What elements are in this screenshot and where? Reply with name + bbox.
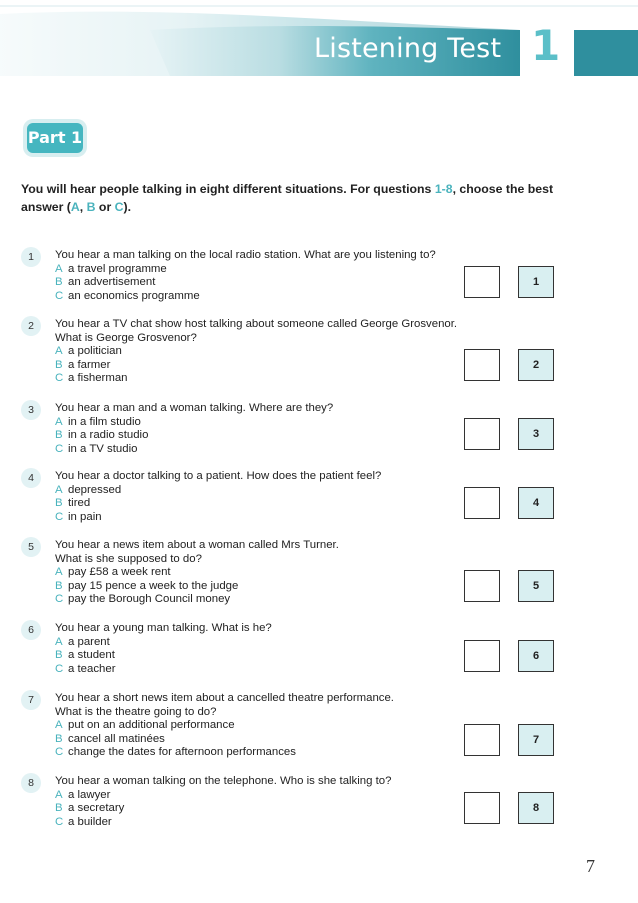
option-text: a travel programme [68, 262, 167, 275]
option-text: change the dates for afternoon performances [68, 746, 296, 758]
instructions-text: You will hear people talking in eight different situations. For questions [21, 182, 435, 196]
option-letter: C [55, 593, 64, 605]
option-text: pay 15 pence a week to the judge [68, 579, 239, 592]
option-letter: C [55, 442, 64, 455]
question-number: 6 [21, 620, 41, 640]
question-text: What is she supposed to do? [55, 552, 202, 565]
option-letter: C [55, 372, 64, 384]
question-text: You hear a woman talking on the telephone. Who is she talking to? [55, 775, 392, 787]
option-letter: B [55, 276, 63, 288]
option-text: a teacher [68, 662, 116, 675]
instructions-text: ). [123, 200, 132, 214]
answer-box-4 [464, 487, 554, 519]
answer-number: 5 [518, 570, 554, 602]
question-text: You hear a doctor talking to a patient. How does the patient feel? [55, 470, 382, 482]
option-letter: C [55, 510, 64, 523]
question-text: What is George Grosvenor? [55, 331, 197, 344]
part-badge: Part 1 [27, 123, 83, 153]
question-text: You hear a news item about a woman called Mrs Turner. [55, 539, 339, 551]
option-letter: A [55, 788, 63, 801]
answer-field[interactable] [464, 570, 500, 602]
option-text: an advertisement [68, 276, 156, 288]
answer-box-6 [464, 640, 554, 672]
option-text: pay the Borough Council money [68, 593, 231, 605]
answer-field[interactable] [464, 724, 500, 756]
instructions-text: , choose the best answer ( [21, 182, 554, 214]
answer-field[interactable] [464, 266, 500, 298]
answer-field[interactable] [464, 792, 500, 824]
option-letter: B [55, 497, 63, 509]
answer-field[interactable] [464, 418, 500, 450]
question-number: 4 [21, 468, 41, 488]
answer-field[interactable] [464, 487, 500, 519]
option-text: a farmer [68, 358, 111, 371]
option-b-label: B [86, 200, 96, 214]
answer-number: 4 [518, 487, 554, 519]
option-letter: A [55, 635, 63, 648]
answer-box-3 [464, 418, 554, 450]
question-number: 7 [21, 690, 41, 710]
option-letter: B [55, 429, 63, 441]
option-text: pay £58 a week rent [68, 566, 171, 578]
instructions-separator: or [95, 200, 115, 214]
option-text: in a radio studio [68, 429, 149, 441]
option-text: a politician [68, 345, 122, 357]
option-letter: B [55, 732, 63, 745]
answer-number: 7 [518, 724, 554, 756]
option-letter: C [55, 662, 64, 675]
option-text: a lawyer [68, 788, 111, 801]
option-text: a builder [68, 815, 112, 828]
option-text: put on an additional performance [68, 719, 235, 731]
question-number: 5 [21, 537, 41, 557]
question-text: What is the theatre going to do? [55, 705, 217, 718]
option-letter: B [55, 358, 63, 371]
header-banner [0, 0, 638, 80]
answer-box-5 [464, 570, 554, 602]
option-letter: B [55, 802, 63, 814]
answer-number: 2 [518, 349, 554, 381]
option-letter: A [55, 262, 63, 275]
question-range: 1-8 [434, 182, 453, 196]
answer-number: 1 [518, 266, 554, 298]
test-number: 1 [531, 21, 561, 70]
question-number: 8 [21, 773, 41, 793]
option-letter: C [55, 289, 64, 302]
option-text: tired [68, 497, 91, 509]
question-number: 3 [21, 400, 41, 420]
answer-box-1 [464, 266, 554, 298]
question-text: You hear a TV chat show host talking about someone called George Grosvenor. [55, 318, 458, 330]
option-text: in pain [68, 510, 102, 523]
option-text: an economics programme [68, 289, 200, 302]
option-letter: B [55, 579, 63, 592]
option-a-label: A [70, 200, 80, 214]
question-number: 2 [21, 316, 41, 336]
option-text: in a TV studio [68, 442, 138, 455]
page-number: 7 [586, 856, 595, 876]
answer-field[interactable] [464, 640, 500, 672]
option-letter: A [55, 345, 63, 357]
question-number: 1 [21, 247, 41, 267]
option-text: in a film studio [68, 415, 141, 428]
option-letter: B [55, 649, 63, 661]
test-title: Listening Test [314, 33, 502, 64]
option-c-label: C [114, 200, 124, 214]
answer-box-2 [464, 349, 554, 381]
question-text: You hear a young man talking. What is he? [55, 622, 272, 634]
instructions-separator: , [79, 200, 87, 214]
option-text: cancel all matinées [68, 732, 165, 745]
question-text: You hear a man and a woman talking. Where are they? [55, 402, 334, 414]
option-text: a parent [68, 635, 110, 648]
question-text: You hear a man talking on the local radio station. What are you listening to? [55, 249, 436, 261]
answer-field[interactable] [464, 349, 500, 381]
option-text: a fisherman [68, 372, 128, 384]
option-letter: C [55, 815, 64, 828]
answer-number: 8 [518, 792, 554, 824]
answer-number: 6 [518, 640, 554, 672]
option-letter: A [55, 415, 63, 428]
option-letter: A [55, 483, 63, 496]
answer-number: 3 [518, 418, 554, 450]
question-text: You hear a short news item about a cancelled theatre performance. [55, 692, 394, 704]
instructions [21, 180, 555, 216]
option-text: a student [68, 649, 115, 661]
answer-box-8 [464, 792, 554, 824]
option-letter: A [55, 719, 63, 731]
option-letter: A [55, 566, 63, 578]
option-letter: C [55, 746, 64, 758]
option-text: a secretary [68, 802, 125, 814]
answer-box-7 [464, 724, 554, 756]
option-text: depressed [68, 483, 122, 496]
